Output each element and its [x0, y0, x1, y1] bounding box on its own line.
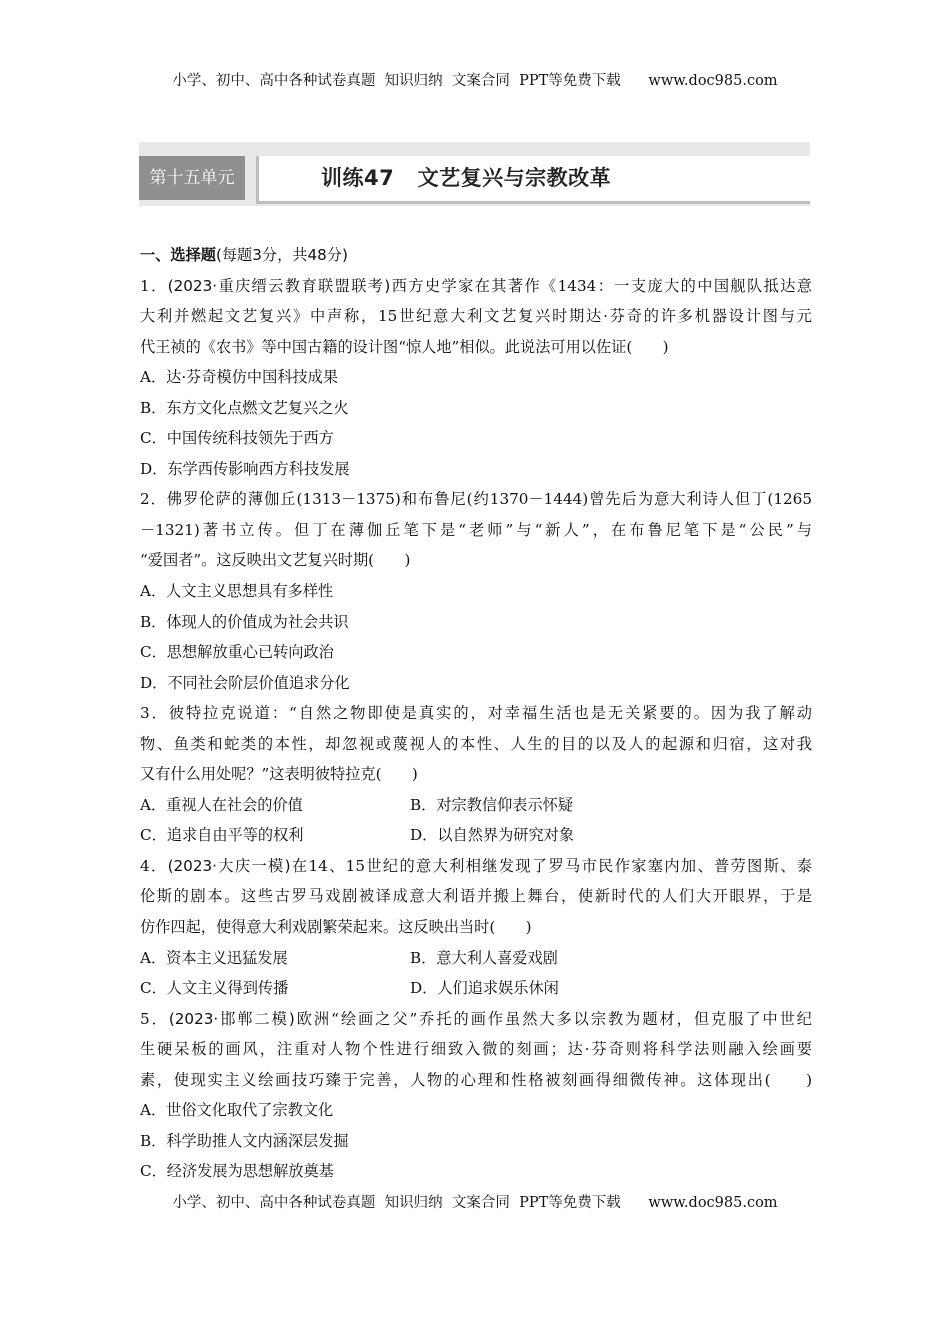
q3-option-b: B．对宗教信仰表示怀疑: [410, 795, 574, 814]
q3-line-3: 又有什么用处呢？”这表明彼特拉克( ): [140, 765, 418, 784]
question-content: [140, 240, 812, 1187]
q3-options-row-1: [140, 790, 812, 821]
q2-line-1: 2．佛罗伦萨的薄伽丘(1313－1375)和布鲁尼(约1370－1444)曾先后为意大利诗人但丁(1265: [140, 490, 812, 509]
q3-option-a: A．重视人在社会的价值: [140, 795, 303, 814]
q4-number: 4．: [140, 856, 168, 875]
q1-option-a: A．达·芬奇模仿中国科技成果: [140, 368, 339, 387]
section-heading: [140, 240, 812, 271]
q3-options-row-2: [140, 820, 812, 851]
q5-option-c: C．经济发展为思想解放奠基: [140, 1162, 334, 1181]
page-title: 训练47 文艺复兴与宗教改革: [321, 166, 612, 190]
q1-source: (2023·重庆缙云教育联盟联考): [167, 276, 391, 295]
q1-line-1: [140, 271, 812, 302]
q1-text-1: 西方史学家在其著作《1434：一支庞大的中国舰队抵达意: [390, 276, 812, 295]
q2-option-d: D．不同社会阶层价值追求分化: [140, 673, 350, 692]
q2-option-b: B．体现人的价值成为社会共识: [140, 612, 349, 631]
q3-line-1: 3．彼特拉克说道：“自然之物即使是真实的，对幸福生活也是无关紧要的。因为我了解动: [140, 704, 812, 723]
page-footer: 小学、初中、高中各种试卷真题 知识归纳 文案合同 PPT等免费下载 www.doc985.com: [172, 1195, 778, 1211]
q5-source: (2023·邯郸二模): [168, 1009, 295, 1028]
page-header: 小学、初中、高中各种试卷真题 知识归纳 文案合同 PPT等免费下载 www.doc985.com: [172, 73, 778, 89]
q5-option-b: B．科学助推人文内涵深层发掘: [140, 1131, 349, 1150]
q1-line-3: 代王祯的《农书》等中国古籍的设计图“惊人地”相似。此说法可用以佐证( ): [140, 337, 669, 356]
q4-source: (2023·大庆一模): [167, 856, 291, 875]
q1-line-2: 大利并燃起文艺复兴》中声称，15世纪意大利文艺复兴时期达·芬奇的许多机器设计图与元: [140, 307, 812, 326]
q5-line-1: [140, 1004, 812, 1035]
q3-line-2: 物、鱼类和蛇类的本性，却忽视或蔑视人的本性、人生的目的以及人的起源和归宿，这对我: [140, 734, 812, 753]
q5-line-2: 生硬呆板的画风，注重对人物个性进行细致入微的刻画；达·芬奇则将科学法则融入绘画要: [140, 1040, 812, 1059]
section-title: 一、选择题: [140, 246, 216, 264]
unit-label: 第十五单元: [139, 156, 245, 200]
q5-line-3: 素，使现实主义绘画技巧臻于完善，人物的心理和性格被刻画得细微传神。这体现出( ): [140, 1070, 812, 1089]
q4-options-row-1: [140, 943, 812, 974]
q4-option-c: C．人文主义得到传播: [140, 979, 289, 998]
q4-options-row-2: [140, 973, 812, 1004]
q1-option-d: D．东学西传影响西方科技发展: [140, 459, 350, 478]
q4-line-2: 伦斯的剧本。这些古罗马戏剧被译成意大利语并搬上舞台，使新时代的人们大开眼界，于是: [140, 887, 812, 906]
q5-number: 5．: [140, 1009, 169, 1028]
q2-line-3: “爱国者”。这反映出文艺复兴时期( ): [140, 551, 411, 570]
q1-option-b: B．东方文化点燃文艺复兴之火: [140, 398, 349, 417]
q4-text-1: 在14、15世纪的意大利相继发现了罗马市民作家塞内加、普劳图斯、泰: [290, 856, 812, 875]
q2-line-2: －1321)著书立传。但丁在薄伽丘笔下是“老师”与“新人”，在布鲁尼笔下是“公民”与: [140, 520, 812, 539]
q4-option-a: A．资本主义迅猛发展: [140, 948, 288, 967]
q5-text-1: 欧洲“绘画之父”乔托的画作虽然大多以宗教为题材，但克服了中世纪: [294, 1009, 812, 1028]
q1-number: 1．: [140, 276, 168, 295]
q3-option-c: C．追求自由平等的权利: [140, 826, 304, 845]
q3-option-d: D．以自然界为研究对象: [410, 826, 575, 845]
q2-option-a: A．人文主义思想具有多样性: [140, 582, 334, 601]
q4-line-3: 仿作四起，使得意大利戏剧繁荣起来。这反映出当时( ): [140, 918, 532, 937]
q4-line-1: [140, 851, 812, 882]
q5-option-a: A．世俗文化取代了宗教文化: [140, 1101, 334, 1120]
q4-option-d: D．人们追求娱乐休闲: [410, 979, 559, 998]
section-note: (每题3分，共48分): [215, 246, 348, 264]
q2-option-c: C．思想解放重心已转向政治: [140, 643, 334, 662]
unit-banner: [139, 142, 810, 214]
q1-option-c: C．中国传统科技领先于西方: [140, 429, 334, 448]
q4-option-b: B．意大利人喜爱戏剧: [410, 948, 558, 967]
